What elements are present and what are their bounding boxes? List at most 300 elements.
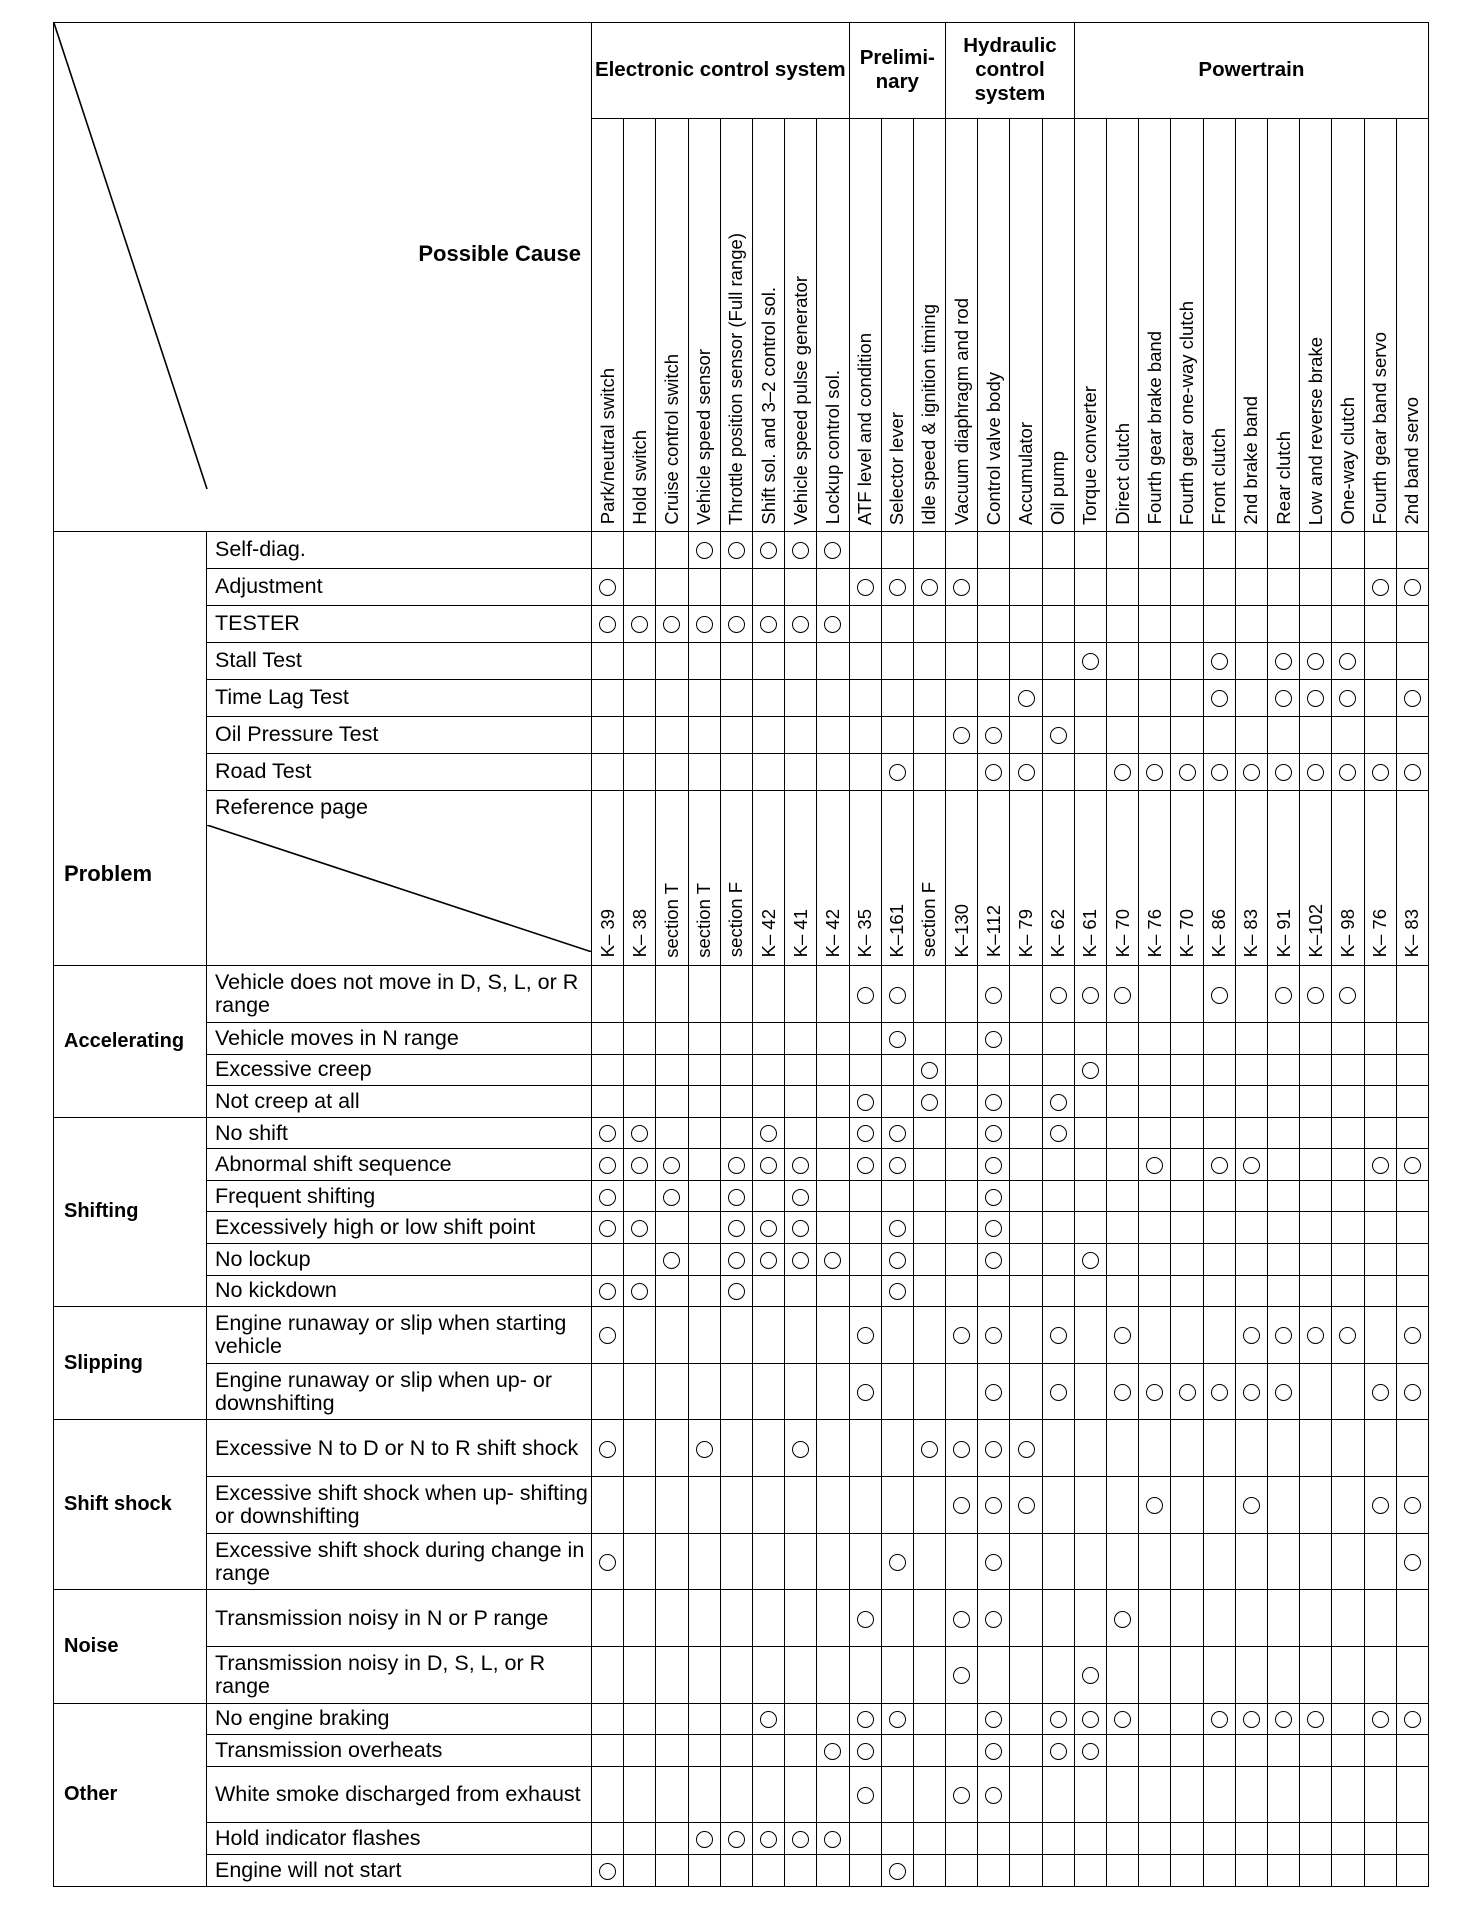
check-circle-icon <box>1082 1252 1099 1269</box>
matrix-cell <box>1364 1054 1396 1086</box>
check-circle-icon <box>985 1220 1002 1237</box>
matrix-cell <box>1107 1244 1139 1276</box>
matrix-cell <box>1010 1275 1042 1307</box>
check-circle-icon <box>663 616 680 633</box>
matrix-cell <box>1042 1054 1074 1086</box>
matrix-cell <box>1267 1735 1299 1767</box>
matrix-cell <box>1396 1823 1428 1855</box>
matrix-cell <box>1042 753 1074 790</box>
check-circle-icon <box>1404 1554 1421 1571</box>
matrix-cell <box>978 1023 1010 1055</box>
problem-label: Abnormal shift sequence <box>207 1149 592 1181</box>
matrix-cell <box>881 1703 913 1735</box>
check-circle-icon <box>728 1157 745 1174</box>
matrix-cell <box>881 1363 913 1420</box>
matrix-cell <box>978 716 1010 753</box>
check-circle-icon <box>1082 1062 1099 1079</box>
matrix-cell <box>946 1307 978 1364</box>
matrix-cell <box>1074 531 1106 568</box>
matrix-cell <box>1042 1766 1074 1823</box>
matrix-cell <box>1267 531 1299 568</box>
check-circle-icon <box>857 987 874 1004</box>
matrix-cell <box>1364 1275 1396 1307</box>
matrix-cell <box>688 1590 720 1647</box>
matrix-cell <box>1042 642 1074 679</box>
matrix-cell <box>1332 966 1364 1023</box>
matrix-cell <box>1235 1855 1267 1887</box>
matrix-cell <box>1107 716 1139 753</box>
matrix-cell <box>817 531 849 568</box>
matrix-cell <box>881 605 913 642</box>
check-circle-icon <box>1211 1157 1228 1174</box>
matrix-cell <box>624 1477 656 1534</box>
matrix-cell <box>1235 1477 1267 1534</box>
matrix-cell <box>1267 1212 1299 1244</box>
check-circle-icon <box>1307 764 1324 781</box>
check-circle-icon <box>985 987 1002 1004</box>
check-circle-icon <box>1275 1327 1292 1344</box>
matrix-cell <box>1300 531 1332 568</box>
matrix-cell <box>946 1117 978 1149</box>
matrix-cell <box>1364 1533 1396 1590</box>
matrix-cell <box>656 605 688 642</box>
matrix-cell <box>752 1590 784 1647</box>
reference-diagonal-icon <box>207 825 592 952</box>
matrix-cell <box>913 1212 945 1244</box>
matrix-cell <box>1042 1647 1074 1704</box>
matrix-cell <box>656 1149 688 1181</box>
matrix-cell <box>1364 1855 1396 1887</box>
cause-column-header <box>1267 118 1299 531</box>
matrix-cell <box>1235 605 1267 642</box>
check-circle-icon <box>953 1667 970 1684</box>
matrix-cell <box>1332 1766 1364 1823</box>
check-circle-icon <box>1050 1327 1067 1344</box>
matrix-cell <box>656 1023 688 1055</box>
cause-column-header <box>1107 118 1139 531</box>
matrix-cell <box>624 1533 656 1590</box>
matrix-cell <box>1074 1275 1106 1307</box>
matrix-cell <box>1396 1420 1428 1477</box>
check-circle-icon <box>792 616 809 633</box>
matrix-cell <box>1203 1023 1235 1055</box>
matrix-cell <box>1267 1647 1299 1704</box>
reference-page <box>785 790 817 965</box>
matrix-cell <box>913 568 945 605</box>
matrix-cell <box>752 1086 784 1118</box>
matrix-cell <box>1010 1533 1042 1590</box>
matrix-cell <box>817 1703 849 1735</box>
matrix-cell <box>624 1212 656 1244</box>
check-circle-icon <box>1050 1094 1067 1111</box>
matrix-cell <box>1171 1307 1203 1364</box>
matrix-cell <box>1300 716 1332 753</box>
reference-page-value: K– 61 <box>1079 909 1101 958</box>
matrix-cell <box>1171 753 1203 790</box>
cause-label: Throttle position sensor (Full range) <box>725 232 747 525</box>
matrix-cell <box>1396 1117 1428 1149</box>
matrix-cell <box>946 1735 978 1767</box>
reference-page-value: K–130 <box>950 903 972 958</box>
matrix-cell <box>881 1054 913 1086</box>
matrix-cell <box>785 1307 817 1364</box>
matrix-cell <box>624 568 656 605</box>
matrix-cell <box>1074 753 1106 790</box>
matrix-cell <box>1203 753 1235 790</box>
matrix-cell <box>1107 753 1139 790</box>
reference-page-value: section F <box>725 882 747 958</box>
matrix-cell <box>978 1420 1010 1477</box>
matrix-cell <box>1010 753 1042 790</box>
matrix-cell <box>978 1703 1010 1735</box>
matrix-cell <box>720 966 752 1023</box>
matrix-cell <box>720 1735 752 1767</box>
matrix-cell <box>785 1149 817 1181</box>
matrix-cell <box>1042 531 1074 568</box>
cause-column-header <box>785 118 817 531</box>
problem-row <box>54 1180 1429 1212</box>
matrix-cell <box>1010 642 1042 679</box>
check-circle-icon <box>1404 1157 1421 1174</box>
problem-row <box>54 1823 1429 1855</box>
matrix-cell <box>592 1477 624 1534</box>
matrix-cell <box>1332 1823 1364 1855</box>
check-circle-icon <box>1018 690 1035 707</box>
matrix-cell <box>1139 1117 1171 1149</box>
matrix-cell <box>849 753 881 790</box>
matrix-cell <box>1235 1823 1267 1855</box>
matrix-cell <box>720 1855 752 1887</box>
matrix-cell <box>817 1149 849 1181</box>
check-circle-icon <box>985 764 1002 781</box>
test-label: Self-diag. <box>207 531 592 568</box>
matrix-cell <box>849 1307 881 1364</box>
matrix-cell <box>1171 642 1203 679</box>
matrix-cell <box>1364 568 1396 605</box>
matrix-cell <box>688 1477 720 1534</box>
matrix-cell <box>1364 1823 1396 1855</box>
matrix-cell <box>1171 1117 1203 1149</box>
matrix-cell <box>1332 1149 1364 1181</box>
matrix-cell <box>752 1533 784 1590</box>
matrix-cell <box>1332 1533 1364 1590</box>
check-circle-icon <box>792 542 809 559</box>
matrix-cell <box>720 1823 752 1855</box>
matrix-cell <box>720 1590 752 1647</box>
cause-column-header <box>946 118 978 531</box>
check-circle-icon <box>985 1711 1002 1728</box>
matrix-cell <box>720 716 752 753</box>
matrix-cell <box>1364 1420 1396 1477</box>
matrix-cell <box>1107 1590 1139 1647</box>
matrix-cell <box>1267 1307 1299 1364</box>
check-circle-icon <box>889 1125 906 1142</box>
matrix-cell <box>752 1766 784 1823</box>
matrix-cell <box>1010 1590 1042 1647</box>
matrix-cell <box>1396 966 1428 1023</box>
matrix-cell <box>1364 1086 1396 1118</box>
matrix-cell <box>1042 1086 1074 1118</box>
matrix-cell <box>1396 1275 1428 1307</box>
cause-column-header <box>1139 118 1171 531</box>
cause-column-header <box>881 118 913 531</box>
matrix-cell <box>1364 1023 1396 1055</box>
matrix-cell <box>913 1823 945 1855</box>
matrix-cell <box>1042 966 1074 1023</box>
matrix-cell <box>1364 716 1396 753</box>
matrix-cell <box>752 1363 784 1420</box>
matrix-cell <box>1042 1307 1074 1364</box>
cause-column-header <box>978 118 1010 531</box>
matrix-cell <box>688 1766 720 1823</box>
matrix-cell <box>624 1244 656 1276</box>
check-circle-icon <box>1307 1711 1324 1728</box>
check-circle-icon <box>1018 1441 1035 1458</box>
matrix-cell <box>849 1823 881 1855</box>
matrix-cell <box>1396 1363 1428 1420</box>
problem-row <box>54 1855 1429 1887</box>
matrix-cell <box>785 716 817 753</box>
reference-page-value: K– 86 <box>1208 909 1230 958</box>
cause-label: 2nd brake band <box>1240 396 1262 525</box>
matrix-cell <box>1010 1823 1042 1855</box>
matrix-cell <box>1396 679 1428 716</box>
check-circle-icon <box>599 616 616 633</box>
problem-row <box>54 1477 1429 1534</box>
matrix-cell <box>752 1180 784 1212</box>
matrix-cell <box>1396 568 1428 605</box>
matrix-cell <box>1171 1420 1203 1477</box>
matrix-cell <box>1010 1855 1042 1887</box>
matrix-cell <box>1010 605 1042 642</box>
matrix-cell <box>1042 1180 1074 1212</box>
matrix-cell <box>1139 1244 1171 1276</box>
matrix-cell <box>1364 1117 1396 1149</box>
check-circle-icon <box>631 1157 648 1174</box>
matrix-cell <box>592 1703 624 1735</box>
matrix-cell <box>1235 1086 1267 1118</box>
check-circle-icon <box>1243 1327 1260 1344</box>
matrix-cell <box>1107 1363 1139 1420</box>
matrix-cell <box>913 642 945 679</box>
check-circle-icon <box>728 1189 745 1206</box>
matrix-cell <box>1203 1735 1235 1767</box>
matrix-cell <box>1364 1703 1396 1735</box>
matrix-cell <box>1396 642 1428 679</box>
matrix-cell <box>1332 679 1364 716</box>
cause-label: Vacuum diaphragm and rod <box>950 297 972 525</box>
check-circle-icon <box>985 1611 1002 1628</box>
matrix-cell <box>1139 531 1171 568</box>
check-circle-icon <box>1339 653 1356 670</box>
matrix-cell <box>1074 1766 1106 1823</box>
check-circle-icon <box>696 616 713 633</box>
matrix-cell <box>1332 1590 1364 1647</box>
matrix-cell <box>752 1212 784 1244</box>
matrix-cell <box>881 1086 913 1118</box>
check-circle-icon <box>857 1327 874 1344</box>
check-circle-icon <box>1146 1157 1163 1174</box>
matrix-cell <box>1332 1275 1364 1307</box>
matrix-cell <box>592 1054 624 1086</box>
matrix-cell <box>1139 1647 1171 1704</box>
test-row <box>54 531 1429 568</box>
reference-page <box>1235 790 1267 965</box>
matrix-cell <box>978 753 1010 790</box>
cause-label: Shift sol. and 3–2 control sol. <box>757 287 779 525</box>
matrix-cell <box>946 1244 978 1276</box>
matrix-cell <box>1203 1703 1235 1735</box>
matrix-cell <box>1300 1647 1332 1704</box>
check-circle-icon <box>599 1441 616 1458</box>
matrix-cell <box>1267 1180 1299 1212</box>
matrix-cell <box>1010 1766 1042 1823</box>
reference-page <box>752 790 784 965</box>
matrix-cell <box>1267 1766 1299 1823</box>
matrix-cell <box>1139 1766 1171 1823</box>
matrix-cell <box>624 1766 656 1823</box>
matrix-cell <box>785 1054 817 1086</box>
matrix-cell <box>752 1477 784 1534</box>
matrix-cell <box>1332 1477 1364 1534</box>
matrix-cell <box>1203 605 1235 642</box>
check-circle-icon <box>696 542 713 559</box>
matrix-cell <box>785 753 817 790</box>
matrix-cell <box>1139 1180 1171 1212</box>
matrix-cell <box>624 1086 656 1118</box>
matrix-cell <box>849 1054 881 1086</box>
matrix-cell <box>1203 1823 1235 1855</box>
problem-label: Hold indicator flashes <box>207 1823 592 1855</box>
check-circle-icon <box>1050 1711 1067 1728</box>
matrix-cell <box>785 1212 817 1244</box>
matrix-cell <box>1235 1023 1267 1055</box>
reference-page-value: K– 62 <box>1047 909 1069 958</box>
reference-page-value: section T <box>693 882 715 958</box>
cause-label: Fourth gear brake band <box>1143 331 1165 525</box>
check-circle-icon <box>985 1384 1002 1401</box>
matrix-cell <box>978 1149 1010 1181</box>
matrix-cell <box>1300 1275 1332 1307</box>
matrix-cell <box>1107 1149 1139 1181</box>
problem-label: Frequent shifting <box>207 1180 592 1212</box>
test-row <box>54 679 1429 716</box>
matrix-cell <box>1300 605 1332 642</box>
check-circle-icon <box>1179 1384 1196 1401</box>
check-circle-icon <box>1114 987 1131 1004</box>
matrix-cell <box>1300 1477 1332 1534</box>
matrix-cell <box>1203 1533 1235 1590</box>
matrix-cell <box>592 1023 624 1055</box>
matrix-cell <box>1203 1855 1235 1887</box>
check-circle-icon <box>1372 1157 1389 1174</box>
matrix-cell <box>1171 1735 1203 1767</box>
matrix-cell <box>1267 1533 1299 1590</box>
matrix-cell <box>1267 966 1299 1023</box>
matrix-cell <box>1267 642 1299 679</box>
matrix-cell <box>978 1307 1010 1364</box>
matrix-cell <box>817 568 849 605</box>
matrix-cell <box>1300 568 1332 605</box>
matrix-cell <box>1396 1244 1428 1276</box>
matrix-cell <box>656 716 688 753</box>
matrix-cell <box>1107 1735 1139 1767</box>
matrix-cell <box>849 568 881 605</box>
matrix-cell <box>1332 642 1364 679</box>
matrix-cell <box>849 1590 881 1647</box>
matrix-cell <box>849 1533 881 1590</box>
matrix-cell <box>817 753 849 790</box>
check-circle-icon <box>1114 1611 1131 1628</box>
matrix-cell <box>1042 1703 1074 1735</box>
matrix-cell <box>1010 1180 1042 1212</box>
check-circle-icon <box>1275 1384 1292 1401</box>
matrix-cell <box>1300 1420 1332 1477</box>
check-circle-icon <box>599 1125 616 1142</box>
matrix-cell <box>1107 1212 1139 1244</box>
matrix-cell <box>817 1420 849 1477</box>
matrix-cell <box>1107 1117 1139 1149</box>
matrix-cell <box>720 1275 752 1307</box>
matrix-cell <box>1107 1766 1139 1823</box>
matrix-cell <box>592 1180 624 1212</box>
reference-page-value: K– 35 <box>854 909 876 958</box>
matrix-cell <box>1332 1703 1364 1735</box>
matrix-cell <box>1042 1212 1074 1244</box>
matrix-cell <box>592 531 624 568</box>
check-circle-icon <box>985 1252 1002 1269</box>
matrix-cell <box>881 1212 913 1244</box>
matrix-cell <box>1300 1533 1332 1590</box>
matrix-cell <box>1010 568 1042 605</box>
matrix-cell <box>720 1023 752 1055</box>
matrix-cell <box>1396 531 1428 568</box>
matrix-cell <box>817 1307 849 1364</box>
matrix-cell <box>1300 1735 1332 1767</box>
matrix-cell <box>1074 1054 1106 1086</box>
matrix-cell <box>978 1363 1010 1420</box>
cause-label: Rear clutch <box>1272 431 1294 525</box>
matrix-cell <box>1235 1149 1267 1181</box>
matrix-cell <box>817 1647 849 1704</box>
matrix-cell <box>1203 1477 1235 1534</box>
matrix-cell <box>752 1054 784 1086</box>
reference-page <box>624 790 656 965</box>
reference-page <box>1107 790 1139 965</box>
matrix-cell <box>881 1420 913 1477</box>
matrix-cell <box>946 1533 978 1590</box>
check-circle-icon <box>631 1283 648 1300</box>
matrix-cell <box>656 753 688 790</box>
check-circle-icon <box>985 1497 1002 1514</box>
matrix-cell <box>913 1307 945 1364</box>
check-circle-icon <box>857 1711 874 1728</box>
matrix-cell <box>656 1363 688 1420</box>
matrix-cell <box>1396 1212 1428 1244</box>
problem-label: Engine runaway or slip when up- or downshifting <box>207 1363 592 1420</box>
matrix-cell <box>1364 1735 1396 1767</box>
matrix-cell <box>978 1477 1010 1534</box>
matrix-cell <box>913 716 945 753</box>
matrix-cell <box>849 1735 881 1767</box>
matrix-cell <box>720 568 752 605</box>
matrix-cell <box>785 605 817 642</box>
matrix-cell <box>881 1149 913 1181</box>
reference-page <box>817 790 849 965</box>
matrix-cell <box>978 1212 1010 1244</box>
matrix-cell <box>1332 1023 1364 1055</box>
matrix-cell <box>1010 531 1042 568</box>
